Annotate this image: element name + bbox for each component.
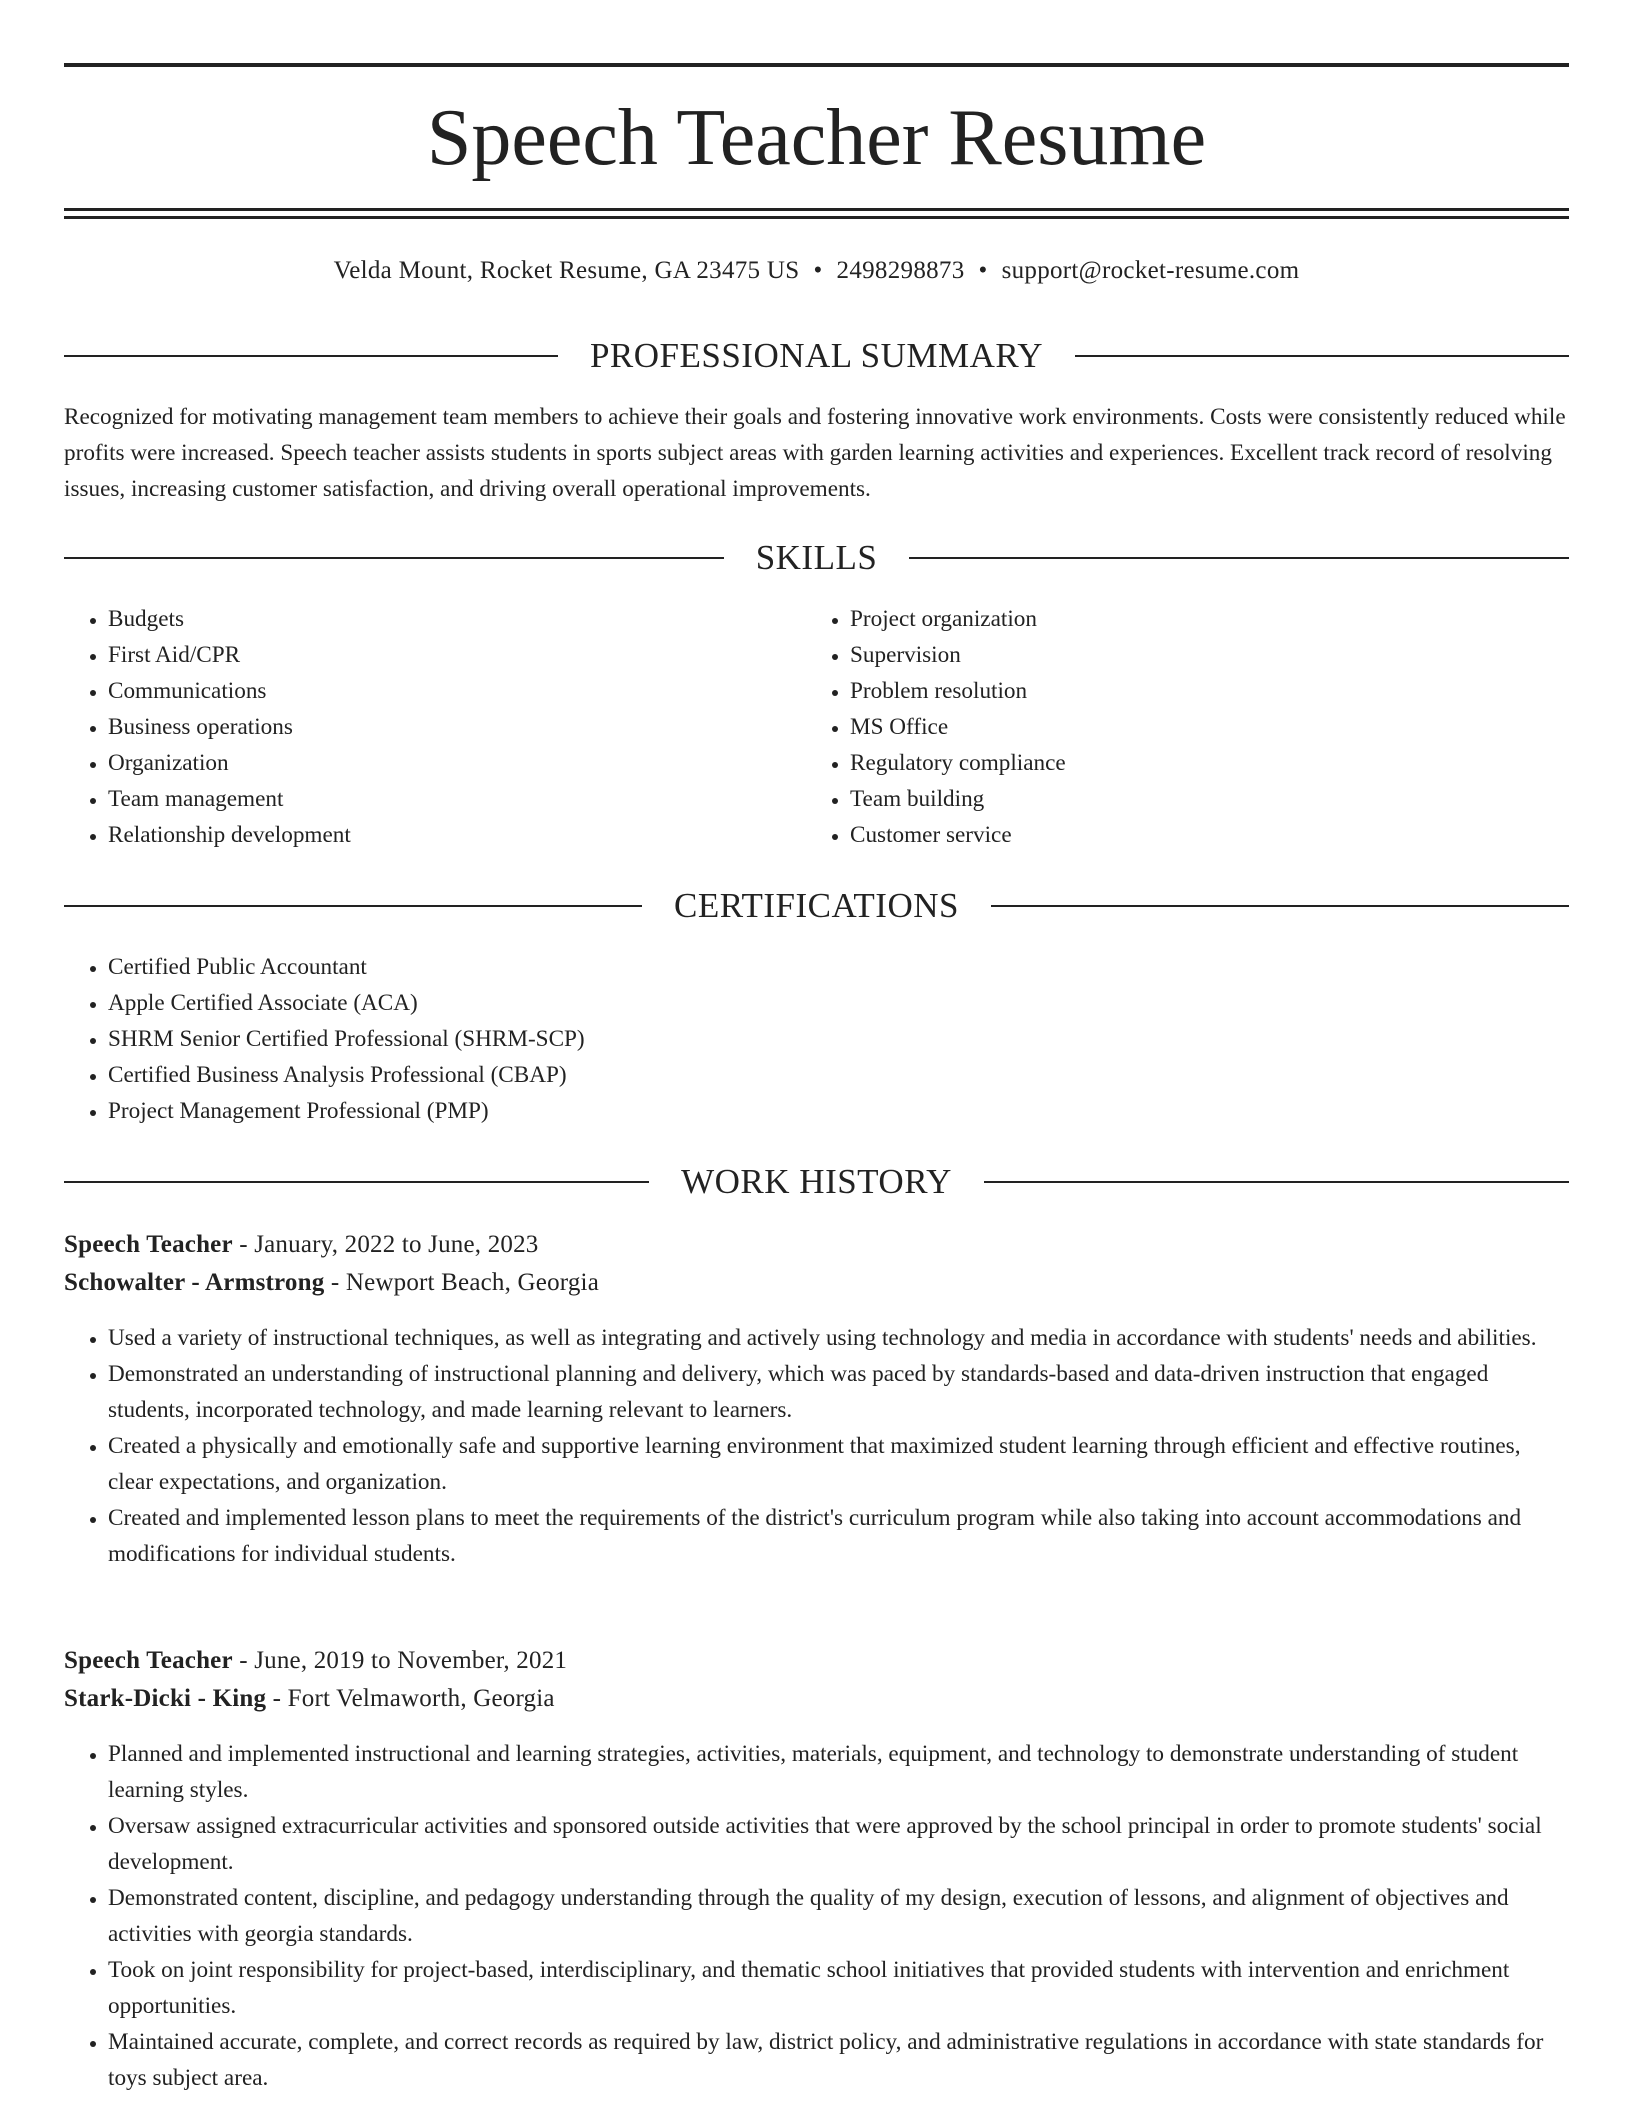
contact-separator: • (978, 257, 988, 284)
job-bullets (64, 1736, 1569, 2096)
divider (991, 905, 1569, 907)
certification-item: • Project Management Professional (PMP) (108, 1093, 1569, 1129)
job-location: - Fort Velmaworth, Georgia (266, 1685, 555, 1712)
skill-item: • First Aid/CPR (108, 637, 808, 673)
resume-title: Speech Teacher Resume (426, 94, 1207, 182)
job-bullet: • Took on joint responsibility for project-based, interdisciplinary, and thematic school initiatives that provided students with intervention and enrichment opportunities. (108, 1952, 1569, 2024)
job-company-line (64, 1680, 1569, 1718)
contact-phone: 2498298873 (836, 257, 965, 284)
contact-separator: • (813, 257, 823, 284)
job-title-line (64, 1642, 1569, 1680)
job-location: - Newport Beach, Georgia (324, 1269, 599, 1296)
contact-line (64, 254, 1569, 288)
skill-item: • Communications (108, 673, 808, 709)
section-title: CERTIFICATIONS (674, 886, 959, 925)
job-bullet: • Oversaw assigned extracurricular activities and sponsored outside activities that were approved by the school principal in order to promote students' social development. (108, 1808, 1569, 1880)
divider (1075, 355, 1569, 357)
summary-text: Recognized for motivating management team members to achieve their goals and fostering innovative work environments. Costs were consistently reduced while profits were increased. Speech teacher assists students in sports subject areas with garden learning activities and experiences. Excellent track record of resolving issues, increasing customer satisfaction, and driving overall operational improvements. (64, 404, 1566, 502)
skill-item: • Customer service (850, 817, 1550, 853)
job-bullet: • Planned and implemented instructional and learning strategies, activities, materials, equipment, and technology to demonstrate understanding of student learning styles. (108, 1736, 1569, 1808)
job-bullet: • Used a variety of instructional techniques, as well as integrating and actively using technology and media in accordance with students' needs and abilities. (108, 1320, 1569, 1356)
job-title: Speech Teacher (64, 1231, 233, 1258)
skill-item: • Relationship development (108, 817, 808, 853)
skill-item: • Organization (108, 745, 808, 781)
job-company: Stark-Dicki - King (64, 1685, 267, 1712)
divider (64, 905, 642, 907)
section-title: PROFESSIONAL SUMMARY (589, 336, 1044, 375)
title-rule-upper (64, 208, 1569, 211)
job-bullet: • Created a physically and emotionally safe and supportive learning environment that maximized student learning through efficient and effective routines, clear expectations, and organization. (108, 1428, 1569, 1500)
divider (984, 1181, 1569, 1183)
job-bullets (64, 1320, 1569, 1572)
certification-item: • Certified Public Accountant (108, 949, 1569, 985)
divider (64, 557, 724, 559)
skills-list-left (64, 601, 808, 853)
skill-item: • Team building (850, 781, 1550, 817)
job-title-line (64, 1226, 1569, 1264)
certification-item: • SHRM Senior Certified Professional (SHRM-SCP) (108, 1021, 1569, 1057)
certifications-list (64, 949, 1569, 1129)
title-rule-lower (64, 216, 1569, 219)
divider (909, 557, 1569, 559)
section-heading-certifications (64, 886, 1569, 926)
divider (64, 355, 558, 357)
job-company-line (64, 1264, 1569, 1302)
skill-item: • Regulatory compliance (850, 745, 1550, 781)
job-bullet: • Demonstrated an understanding of instructional planning and delivery, which was paced by standards-based and data-driven instruction that engaged students, incorporated technology, and made learning relevant to learners. (108, 1356, 1569, 1428)
divider (64, 1181, 649, 1183)
job-company: Schowalter - Armstrong (64, 1269, 325, 1296)
skill-item: • MS Office (850, 709, 1550, 745)
skill-item: • Team management (108, 781, 808, 817)
skill-item: • Supervision (850, 637, 1550, 673)
contact-email: support@rocket-resume.com (1001, 257, 1300, 284)
skill-item: • Business operations (108, 709, 808, 745)
skill-item: • Problem resolution (850, 673, 1550, 709)
skill-item: • Project organization (850, 601, 1550, 637)
top-rule (64, 63, 1569, 67)
section-title: SKILLS (755, 538, 878, 577)
job-bullet: • Created and implemented lesson plans to meet the requirements of the district's curriculum program while also taking into account accommodations and modifications for individual students. (108, 1500, 1569, 1572)
job-dates: - January, 2022 to June, 2023 (232, 1231, 539, 1258)
section-heading-work-history (64, 1162, 1569, 1202)
contact-address: Velda Mount, Rocket Resume, GA 23475 US (333, 257, 800, 284)
section-heading-skills (64, 538, 1569, 578)
job-dates: - June, 2019 to November, 2021 (232, 1647, 568, 1674)
job-bullet: • Maintained accurate, complete, and correct records as required by law, district policy, and administrative regulations in accordance with state standards for toys subject area. (108, 2024, 1569, 2096)
job-bullet: • Demonstrated content, discipline, and pedagogy understanding through the quality of my design, execution of lessons, and alignment of objectives and activities with georgia standards. (108, 1880, 1569, 1952)
skills-list-right (806, 601, 1550, 853)
skill-item: • Budgets (108, 601, 808, 637)
certification-item: • Certified Business Analysis Professional (CBAP) (108, 1057, 1569, 1093)
certification-item: • Apple Certified Associate (ACA) (108, 985, 1569, 1021)
section-title: WORK HISTORY (681, 1162, 952, 1201)
job-title: Speech Teacher (64, 1647, 233, 1674)
section-heading-summary (64, 336, 1569, 376)
